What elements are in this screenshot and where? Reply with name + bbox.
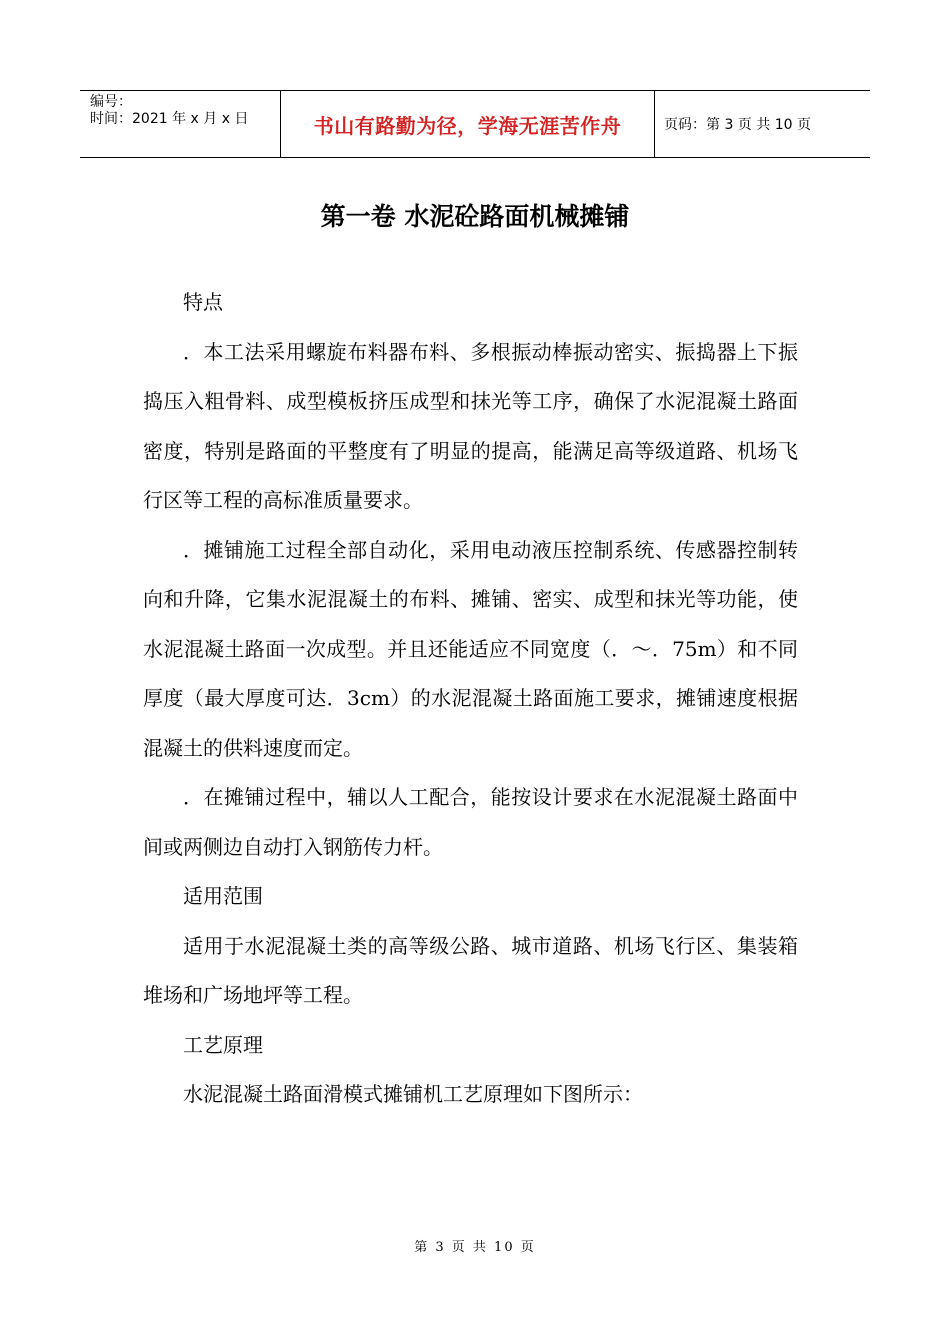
header-meta [80,91,281,157]
paragraph: ．摊铺施工过程全部自动化，采用电动液压控制系统、传感器控制转向和升降，它集水泥混凝土的布料、摊铺、密实、成型和抹光等功能，使水泥混凝土路面一次成型。并且还能适应不同宽度（．～．75m）和不同厚度（最大厚度可达．3cm）的水泥混凝土路面施工要求，摊铺速度根据混凝土的供料速度而定。 [143,537,798,760]
section-heading-features: 特点 [183,290,223,314]
paragraph: ．在摊铺过程中，辅以人工配合，能按设计要求在水泥混凝土路面中间或两侧边自动打入钢筋传力杆。 [143,785,798,859]
paragraph: 水泥混凝土路面滑模式摊铺机工艺原理如下图所示： [183,1082,643,1106]
page-footer: 第 3 页 共 10 页 [414,1240,536,1255]
document-number-label: 编号： [90,94,132,110]
document-title: 第一卷 水泥砼路面机械摊铺 [320,202,630,231]
document-date: 时间：2021 年 x 月 x 日 [90,111,249,127]
header-motto: 书山有路勤为径，学海无涯苦作舟 [281,91,655,157]
section-heading-principle: 工艺原理 [183,1032,263,1057]
header-page-info: 页码：第 3 页 共 10 页 [664,117,811,133]
paragraph: ．本工法采用螺旋布料器布料、多根振动棒振动密实、振捣器上下振捣压入粗骨料、成型模板挤压成型和抹光等工序，确保了水泥混凝土路面密度，特别是路面的平整度有了明显的提高，能满足高等级道路、机场飞行区等工程的高标准质量要求。 [143,339,798,512]
document-body [143,278,798,1120]
header-table [80,90,870,158]
paragraph: 适用于水泥混凝土类的高等级公路、城市道路、机场飞行区、集装箱堆场和广场地坪等工程。 [143,933,798,1007]
section-heading-scope: 适用范围 [183,884,263,908]
